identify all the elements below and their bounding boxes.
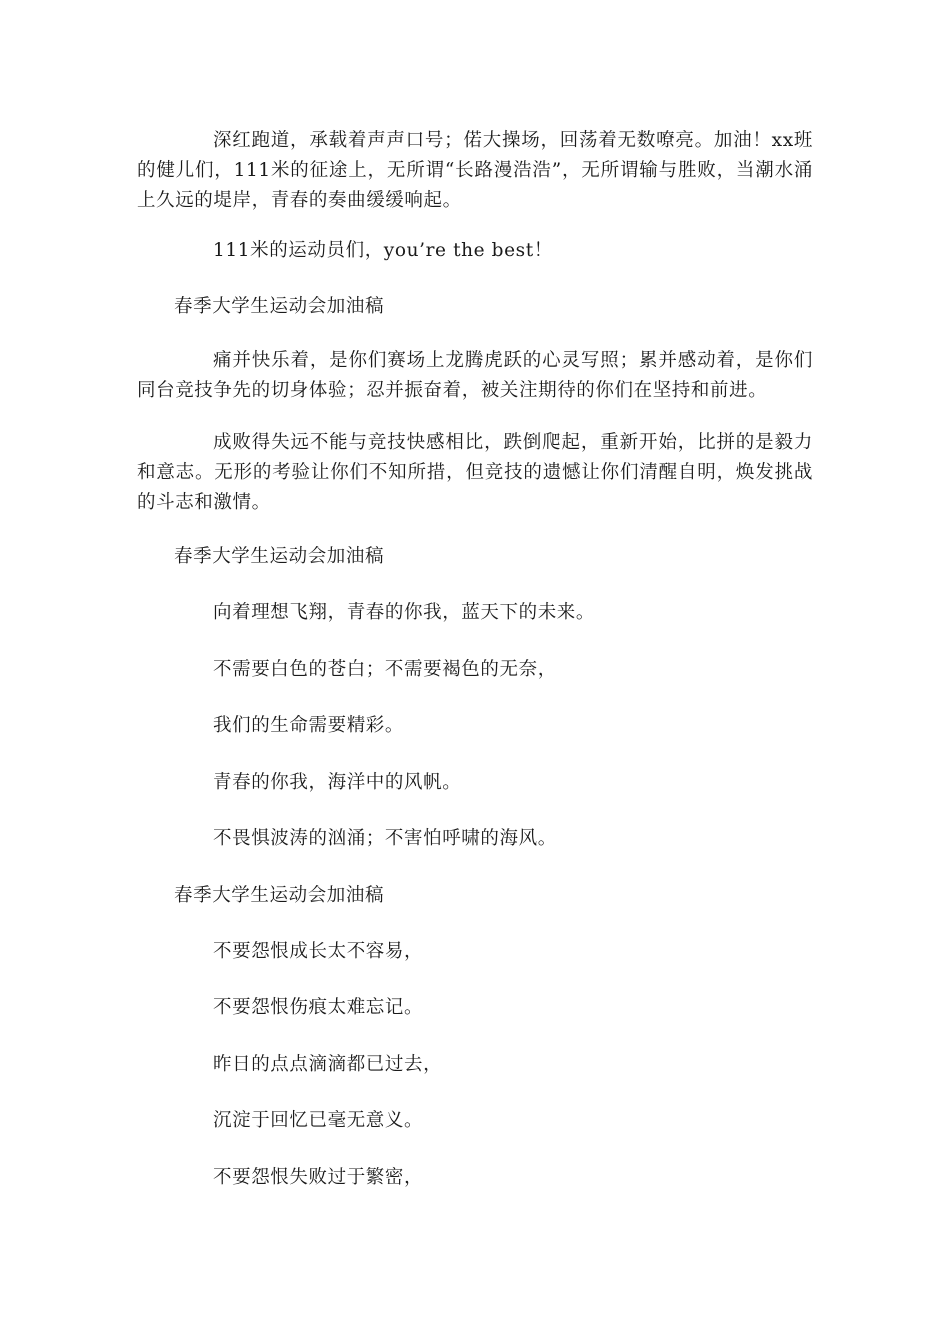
poem-line: 昨日的点点滴滴都已过去，	[213, 1053, 443, 1075]
paragraph: 成败得失远不能与竞技快感相比，跌倒爬起，重新开始，比拼的是毅力和意志。无形的考验让你们不知所措，但竞技的遗憾让你们清醒自明，焕发挑战的斗志和激情。	[137, 432, 813, 513]
section-heading: 春季大学生运动会加油稿	[174, 296, 385, 317]
poem-line: 沉淀于回忆已毫无意义。	[213, 1110, 424, 1131]
poem-line: 不要怨恨失败过于繁密，	[213, 1166, 424, 1188]
poem-line: 我们的生命需要精彩。	[213, 715, 405, 736]
paragraph: 深红跑道，承载着声声口号；偌大操场，回荡着无数嘹亮。加油！xx班的健儿们，111米的征途上，无所谓“长路漫浩浩”，无所谓输与胜败，当潮水涌上久远的堤岸，青春的奏曲缓缓响起。	[137, 130, 813, 211]
poem-line: 不需要白色的苍白；不需要褐色的无奈，	[213, 658, 557, 680]
section-heading: 春季大学生运动会加油稿	[174, 884, 385, 906]
poem-line: 不畏惧波涛的汹涌；不害怕呼啸的海风。	[213, 828, 557, 849]
section-heading: 春季大学生运动会加油稿	[174, 546, 385, 567]
document-body	[137, 126, 813, 1219]
poem-line: 不要怨恨伤痕太难忘记。	[213, 997, 424, 1018]
poem-line: 青春的你我，海洋中的风帆。	[213, 771, 462, 793]
paragraph: 111米的运动员们，you’re the best！	[213, 240, 553, 261]
poem-line: 不要怨恨成长太不容易，	[213, 940, 424, 962]
poem-line: 向着理想飞翔，青春的你我，蓝天下的未来。	[213, 602, 596, 623]
paragraph: 痛并快乐着，是你们赛场上龙腾虎跃的心灵写照；累并感动着，是你们同台竞技争先的切身体验；忍并振奋着，被关注期待的你们在坚持和前进。	[137, 350, 813, 401]
